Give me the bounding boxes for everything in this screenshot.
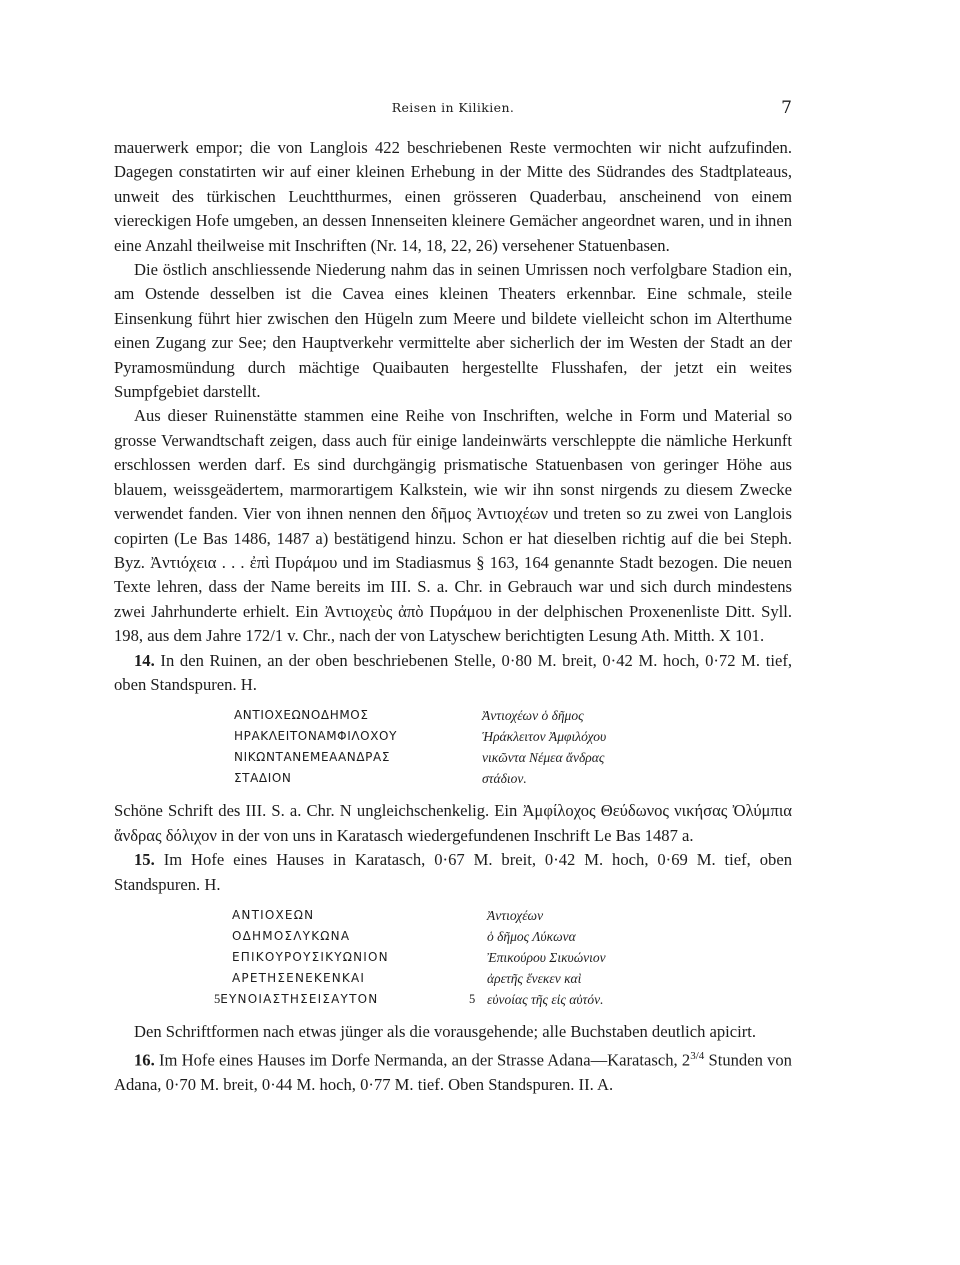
transcription-line: Ἀντιοχέων: [487, 907, 544, 923]
paragraph-1: mauerwerk empor; die von Langlois 422 beschriebenen Reste vermochten wir nicht aufzufinden. Dagegen constatirten wir auf einer kleinen Erhebung in der Mitte des Südrandes des Stadtplateaus, unweit des türkischen Leuchtthurmes, einen grösseren Quaderbau, anscheinend von einem viereckigen Hofe umgeben, an dessen Innenseiten kleinere Gemächer angeordnet waren, und in ihnen eine Anzahl theilweise mit Inschriften (Nr. 14, 18, 22, 26) versehener Statuenbasen.: [114, 138, 792, 255]
entry-16-text-a: Im Hofe eines Hauses im Dorfe Nermanda, an der Strasse Adana—Karatasch, 2: [158, 1050, 691, 1070]
inscription-line: ΣΤΑΔΙΟΝ: [234, 771, 292, 786]
transcription-line: νικῶντα Νέμεα ἄνδρας: [482, 750, 605, 766]
paragraph-2: Die östlich anschliessende Niederung nahm das in seinen Umrissen noch verfolgbare Stadion ein, am Ostende desselben ist die Cavea eines kleinen Theaters erkennbar. Eine schmale, steile Einsenkung führt hier zwischen den Hügeln zum Meere und bildete vielleicht schon im Alterthume einen Zugang zur See; den Hauptverkehr vermittelte aber sicherlich der im Westen der Stadt an der Pyramosmündung durch mächtige Quaibauten hergestellte Flusshafen, der jetzt ein weites Sumpfgebiet darstellt.: [114, 260, 792, 402]
entry-16-heading: [114, 1044, 792, 1097]
transcription-line-5: [469, 989, 792, 1010]
entry-16-fraction: 3/4: [690, 1050, 705, 1063]
transcription-line: στάδιον.: [482, 771, 527, 787]
entry-14-heading: [114, 649, 792, 698]
inscription-14: [114, 705, 792, 789]
running-title: Reisen in Kilikien.: [391, 100, 515, 115]
page-body: [114, 136, 792, 1098]
inscription-line: ΝΙΚΩΝΤΑΝΕΜΕΑΑΝΔΡΑΣ: [234, 750, 390, 765]
inscription-line: ΗΡΑΚΛΕΙΤΟΝΑΜΦΙΛΟΧΟΥ: [234, 729, 398, 744]
inscription-14-majuscule: [114, 705, 398, 789]
entry-15-number: 15.: [134, 850, 155, 870]
inscription-15: [114, 905, 792, 1010]
entry-14-commentary: Schöne Schrift des III. S. a. Chr. Ν ungleichschenkelig. Ein Ἀμφίλοχος Θεύδωνος νικήσας Ὀλύμπια ἄνδρας δόλιχον in der von uns in Karatasch wiedergefundenen Inschrift Le Bas 1487 a.: [114, 801, 792, 845]
inscription-line-5: [214, 989, 379, 1010]
entry-15-text: Im Hofe eines Hauses in Karatasch, 0·67 M. breit, 0·42 M. hoch, 0·69 M. tief, oben Standspuren. H.: [114, 850, 792, 894]
inscription-line: ΑΡΕΤΗΣΕΝΕΚΕΝΚΑΙ: [232, 970, 366, 985]
line-number: 5: [214, 991, 221, 1006]
inscription-line: ΑΝΤΙΟΧΕΩΝΟΔΗΜΟΣ: [234, 708, 369, 723]
transcription-line: Ἀντιοχέων ὁ δῆμος: [482, 708, 584, 724]
inscription-15-transcription: [372, 905, 792, 1010]
line-number: 5: [469, 991, 476, 1006]
entry-15-heading: [114, 848, 792, 897]
transcription-line: Ἡράκλειτον Ἀμφιλόχου: [482, 729, 607, 745]
transcription-line: εὐνοίας τῆς εἰς αὐτόν.: [487, 991, 604, 1007]
inscription-line: ΕΥΝΟΙΑΣΤΗΣΕΙΣΑΥΤΟΝ: [220, 991, 379, 1006]
entry-16-text-b: Stunden von Adana, 0·70 M. breit, 0·44 M. hoch, 0·77 M. tief. Oben Standspuren. II. A.: [114, 1050, 792, 1095]
page-number: 7: [781, 98, 792, 118]
inscription-14-transcription: [372, 705, 792, 789]
inscription-line: ΟΔΗΜΟΣΛΥΚΩΝΑ: [232, 928, 351, 943]
inscription-line: ΑΝΤΙΟΧΕΩΝ: [232, 907, 315, 922]
inscription-15-majuscule: [114, 905, 389, 1010]
entry-15-commentary: Den Schriftformen nach etwas jünger als die vorausgehende; alle Buchstaben deutlich apicirt.: [134, 1021, 757, 1041]
inscription-line: ΕΠΙΚΟΥΡΟΥΣΙΚΥΩΝΙΟΝ: [232, 949, 389, 964]
entry-14-number: 14.: [134, 650, 155, 670]
transcription-line: ὁ δῆμος Λύκωνα: [487, 928, 576, 944]
transcription-line: ἀρετῆς ἕνεκεν καὶ: [487, 970, 582, 986]
entry-14-text: In den Ruinen, an der oben beschriebenen Stelle, 0·80 M. breit, 0·42 M. hoch, 0·72 M. tief, oben Standspuren. H.: [114, 650, 792, 694]
entry-16-number: 16.: [134, 1050, 155, 1070]
transcription-line: Ἐπικούρου Σικυώνιον: [487, 949, 606, 965]
paragraph-3: Aus dieser Ruinenstätte stammen eine Reihe von Inschriften, welche in Form und Material so grosse Verwandtschaft zeigen, dass auch für einige landeinwärts verschleppte die nämliche Herkunft erschlossen werden darf. Es sind durchgängig prismatische Statuenbasen von geringer Höhe aus blauem, weissgeädertem, marmorartigem Kalkstein, wie wir ihn sonst nirgends zu diesem Zwecke verwendet fanden. Vier von ihnen nennen den δῆμος Ἀντιοχέων und treten so zu zwei von Langlois copirten (Le Bas 1486, 1487 a) bestätigend hinzu. Schon er hat dieselben richtig auf die bei Steph. Byz. Ἀντιόχεια . . . ἐπὶ Πυράμου und im Stadiasmus § 163, 164 genannte Stadt bezogen. Die neuen Texte lehren, dass der Name bereits im III. S. a. Chr. in Gebrauch war und sich durch mindestens zwei Jahrhunderte erhielt. Ein Ἀντιοχεὺς ἀπὸ Πυράμου in der delphischen Proxenenliste Ditt. Syll. 198, aus dem Jahre 172/1 v. Chr., nach der von Latyschew berichtigten Lesung Ath. Mitth. X 101.: [114, 406, 792, 646]
